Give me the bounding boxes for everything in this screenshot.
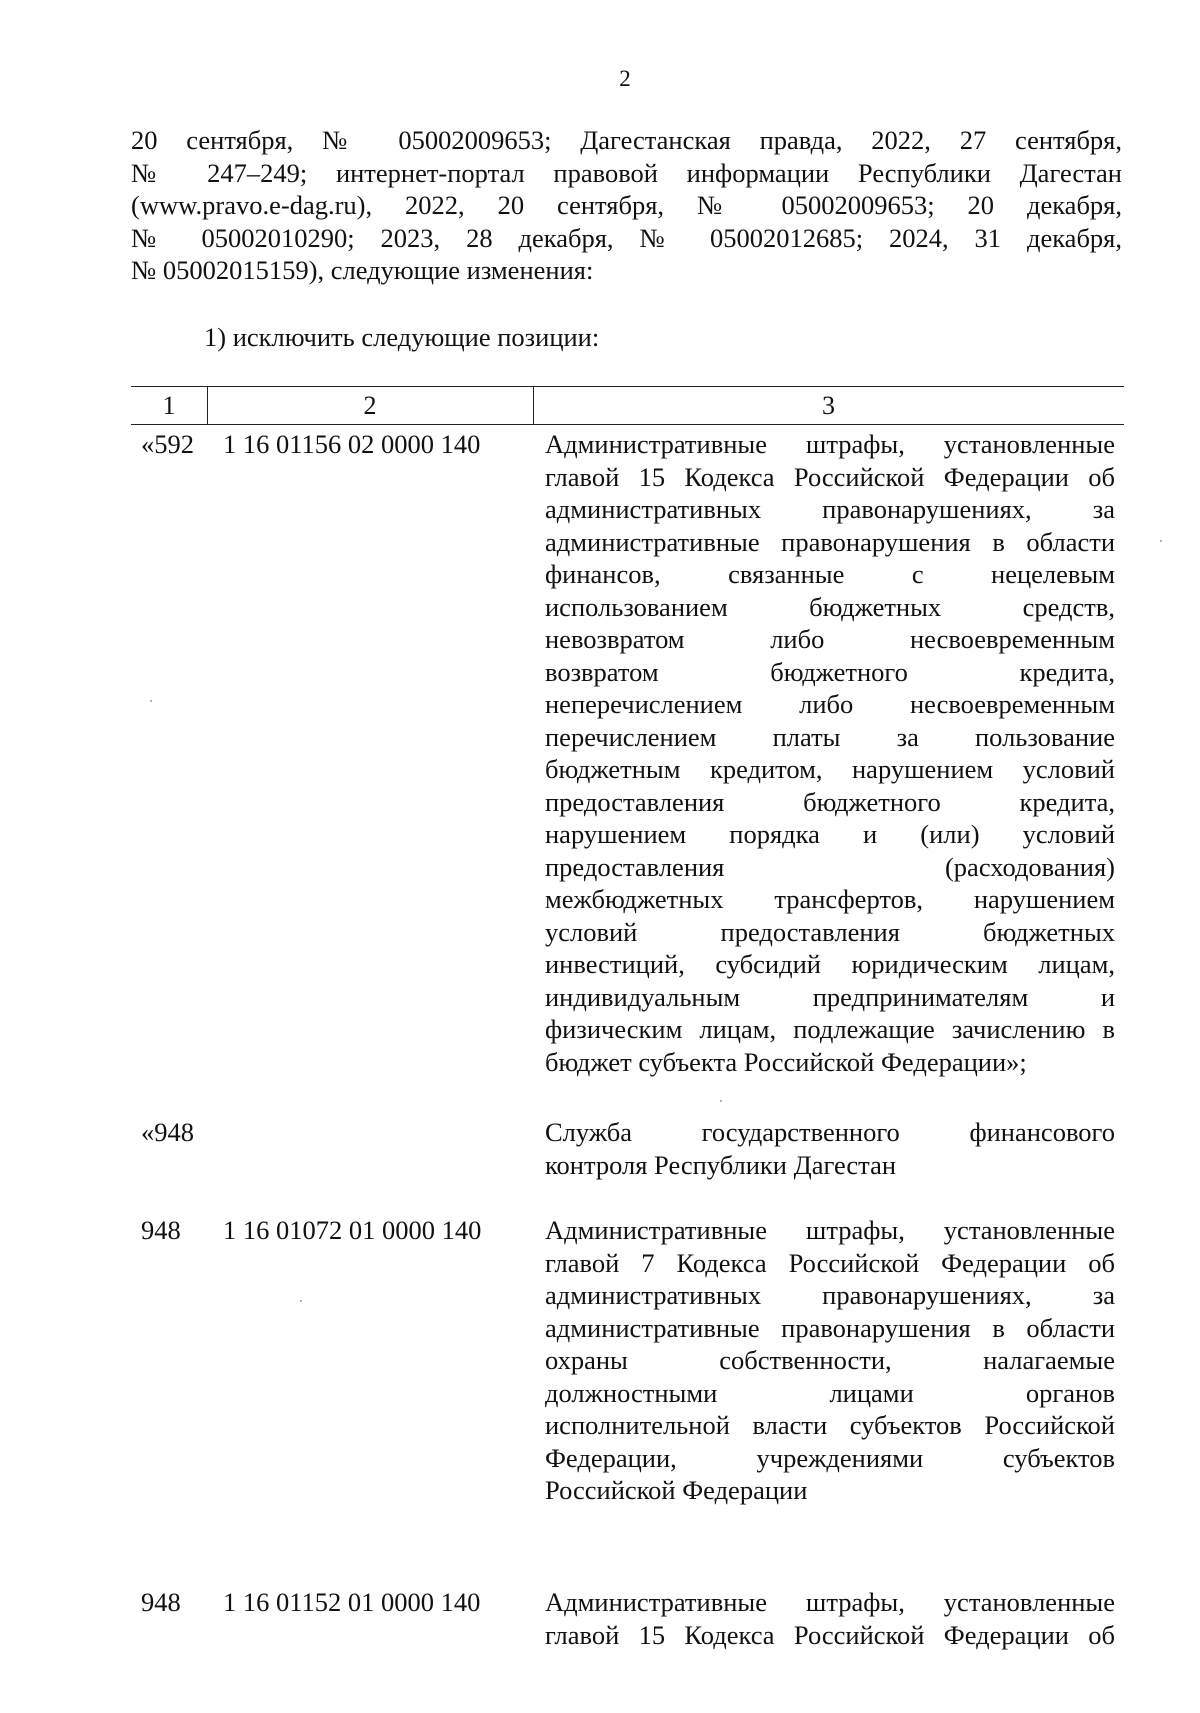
intro-line: (www.pravo.e-dag.ru), 2022, 20 сентября, № 05002009653; 20 декабря, xyxy=(131,190,1122,220)
row-description xyxy=(545,428,1115,1078)
description-line: инвестиций, субсидий юридическим лицам, xyxy=(545,949,1115,979)
description-line: административных правонарушениях, за xyxy=(545,494,1115,524)
row-description xyxy=(545,1116,1115,1181)
description-line: физическим лицам, подлежащие зачислению в xyxy=(545,1014,1115,1044)
description-line: неперечислением либо несвоевременным xyxy=(545,689,1115,719)
description-line: бюджетным кредитом, нарушением условий xyxy=(545,754,1115,784)
row-description xyxy=(545,1214,1115,1507)
scan-speck xyxy=(720,1100,722,1102)
intro-paragraph xyxy=(131,124,1122,287)
header-cell-3: 3 xyxy=(822,391,835,420)
description-line: предоставления (расходования) xyxy=(545,851,1115,882)
point-1-heading: 1) исключить следующие позиции: xyxy=(204,322,600,352)
header-cell-1: 1 xyxy=(162,391,176,420)
description-line: возвратом бюджетного кредита, xyxy=(545,656,1115,687)
scan-speck xyxy=(1160,540,1162,542)
description-line: межбюджетных трансфертов, нарушением xyxy=(545,884,1115,914)
description-line: должностными лицами органов xyxy=(545,1377,1115,1408)
row-number: 948 xyxy=(141,1215,181,1245)
description-line: предоставления бюджетного кредита, xyxy=(545,786,1115,817)
row-code: 1 16 01152 01 0000 140 xyxy=(223,1587,481,1617)
intro-line: № 05002010290; 2023, 28 декабря, № 05002012685; 2024, 31 декабря, xyxy=(131,222,1122,253)
description-line: контроля Республики Дагестан xyxy=(545,1149,897,1180)
header-top-border xyxy=(131,386,1124,387)
intro-line: 20 сентября, № 05002009653; Дагестанская правда, 2022, 27 сентября, xyxy=(131,125,1122,155)
description-line: охраны собственности, налагаемые xyxy=(545,1345,1115,1375)
description-line: главой 15 Кодекса Российской Федерации об xyxy=(545,1619,1115,1650)
intro-line: № 05002015159), следующие изменения: xyxy=(131,255,594,285)
description-line: главой 15 Кодекса Российской Федерации об xyxy=(545,461,1115,492)
row-code: 1 16 01072 01 0000 140 xyxy=(223,1215,482,1245)
description-line: Российской Федерации xyxy=(545,1475,808,1505)
intro-line: № 247–249; интернет-портал правовой информации Республики Дагестан xyxy=(131,157,1122,188)
scan-speck xyxy=(150,700,152,702)
description-line: исполнительной власти субъектов Российской xyxy=(545,1410,1115,1440)
description-line: административные правонарушения в области xyxy=(545,1312,1115,1343)
description-line: Административные штрафы, установленные xyxy=(545,1215,1115,1245)
description-line: Административные штрафы, установленные xyxy=(545,1587,1115,1617)
row-code: 1 16 01156 02 0000 140 xyxy=(223,429,481,459)
description-line: финансов, связанные с нецелевым xyxy=(545,559,1115,589)
description-line: условий предоставления бюджетных xyxy=(545,916,1115,947)
description-line: Федерации, учреждениями субъектов xyxy=(545,1442,1115,1473)
description-line: административные правонарушения в области xyxy=(545,526,1115,557)
description-line: невозвратом либо несвоевременным xyxy=(545,624,1115,654)
description-line: индивидуальным предпринимателям и xyxy=(545,981,1115,1012)
description-line: использованием бюджетных средств, xyxy=(545,591,1115,622)
description-line: Административные штрафы, установленные xyxy=(545,429,1115,459)
header-bottom-border xyxy=(131,424,1124,425)
description-line: нарушением порядка и (или) условий xyxy=(545,819,1115,849)
scan-speck xyxy=(300,1300,302,1302)
description-line: главой 7 Кодекса Российской Федерации об xyxy=(545,1247,1115,1278)
row-number: «592 xyxy=(141,429,194,459)
header-cell-2: 2 xyxy=(363,391,377,420)
row-description xyxy=(545,1586,1115,1651)
description-line: административных правонарушениях, за xyxy=(545,1280,1115,1310)
page-number: 2 xyxy=(619,66,631,91)
description-line: бюджет субъекта Российской Федерации»; xyxy=(545,1046,1027,1077)
description-line: Служба государственного финансового xyxy=(545,1117,1115,1147)
description-line: перечислением платы за пользование xyxy=(545,721,1115,752)
row-number: 948 xyxy=(141,1587,181,1617)
row-number: «948 xyxy=(141,1117,194,1147)
